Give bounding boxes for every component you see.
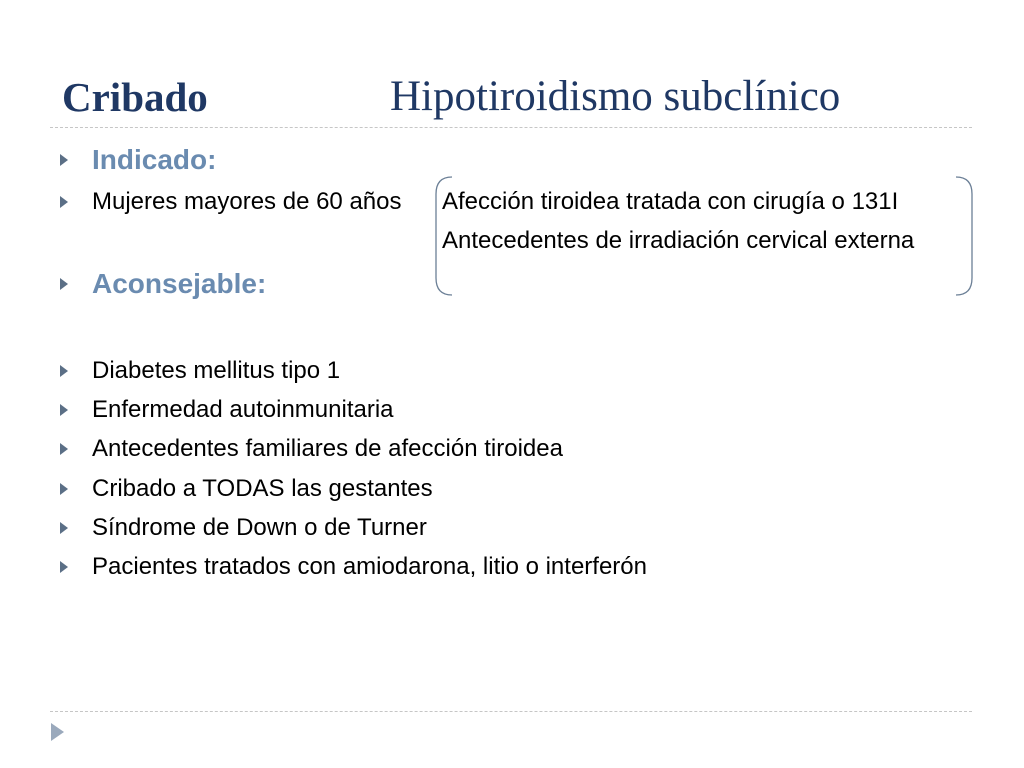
slide-title: Hipotiroidismo subclínico [390,73,841,120]
footer-divider [50,711,972,712]
list-item [60,513,427,543]
bullet-indicado [60,145,216,175]
slide-title-bold: Cribado [62,74,208,120]
list-item-text: Cribado a TODAS las gestantes [92,475,433,502]
list-item [60,434,563,464]
bullet-aconsejable [60,269,266,299]
list-item-text: Enfermedad autoinmunitaria [92,396,394,423]
brace-item: Antecedentes de irradiación cervical externa [442,227,915,254]
bullet-icon [60,483,68,495]
next-slide-arrow-icon[interactable] [51,723,64,741]
bullet-icon [60,443,68,455]
bullet-icon [60,561,68,573]
list-item [60,356,340,386]
list-item-text: Diabetes mellitus tipo 1 [92,357,341,384]
list-item-text: Antecedentes familiares de afección tiroidea [92,435,563,462]
bullet-icon [60,404,68,416]
heading-aconsejable: Aconsejable: [92,268,267,299]
bullet-icon [60,196,68,208]
list-item [60,395,394,425]
bullet-mujeres [60,187,402,217]
heading-indicado: Indicado: [92,144,217,175]
bullet-icon [60,365,68,377]
bullet-icon [60,522,68,534]
bullet-icon [60,278,68,290]
brace-item: Afección tiroidea tratada con cirugía o 131I [442,188,899,215]
title-divider [50,127,972,128]
list-item-text: Pacientes tratados con amiodarona, litio o interferón [92,553,647,580]
list-item [60,474,433,504]
list-item [60,552,647,582]
list-item: Mujeres mayores de 60 años [92,188,402,215]
list-item-text: Síndrome de Down o de Turner [92,514,427,541]
bullet-icon [60,154,68,166]
